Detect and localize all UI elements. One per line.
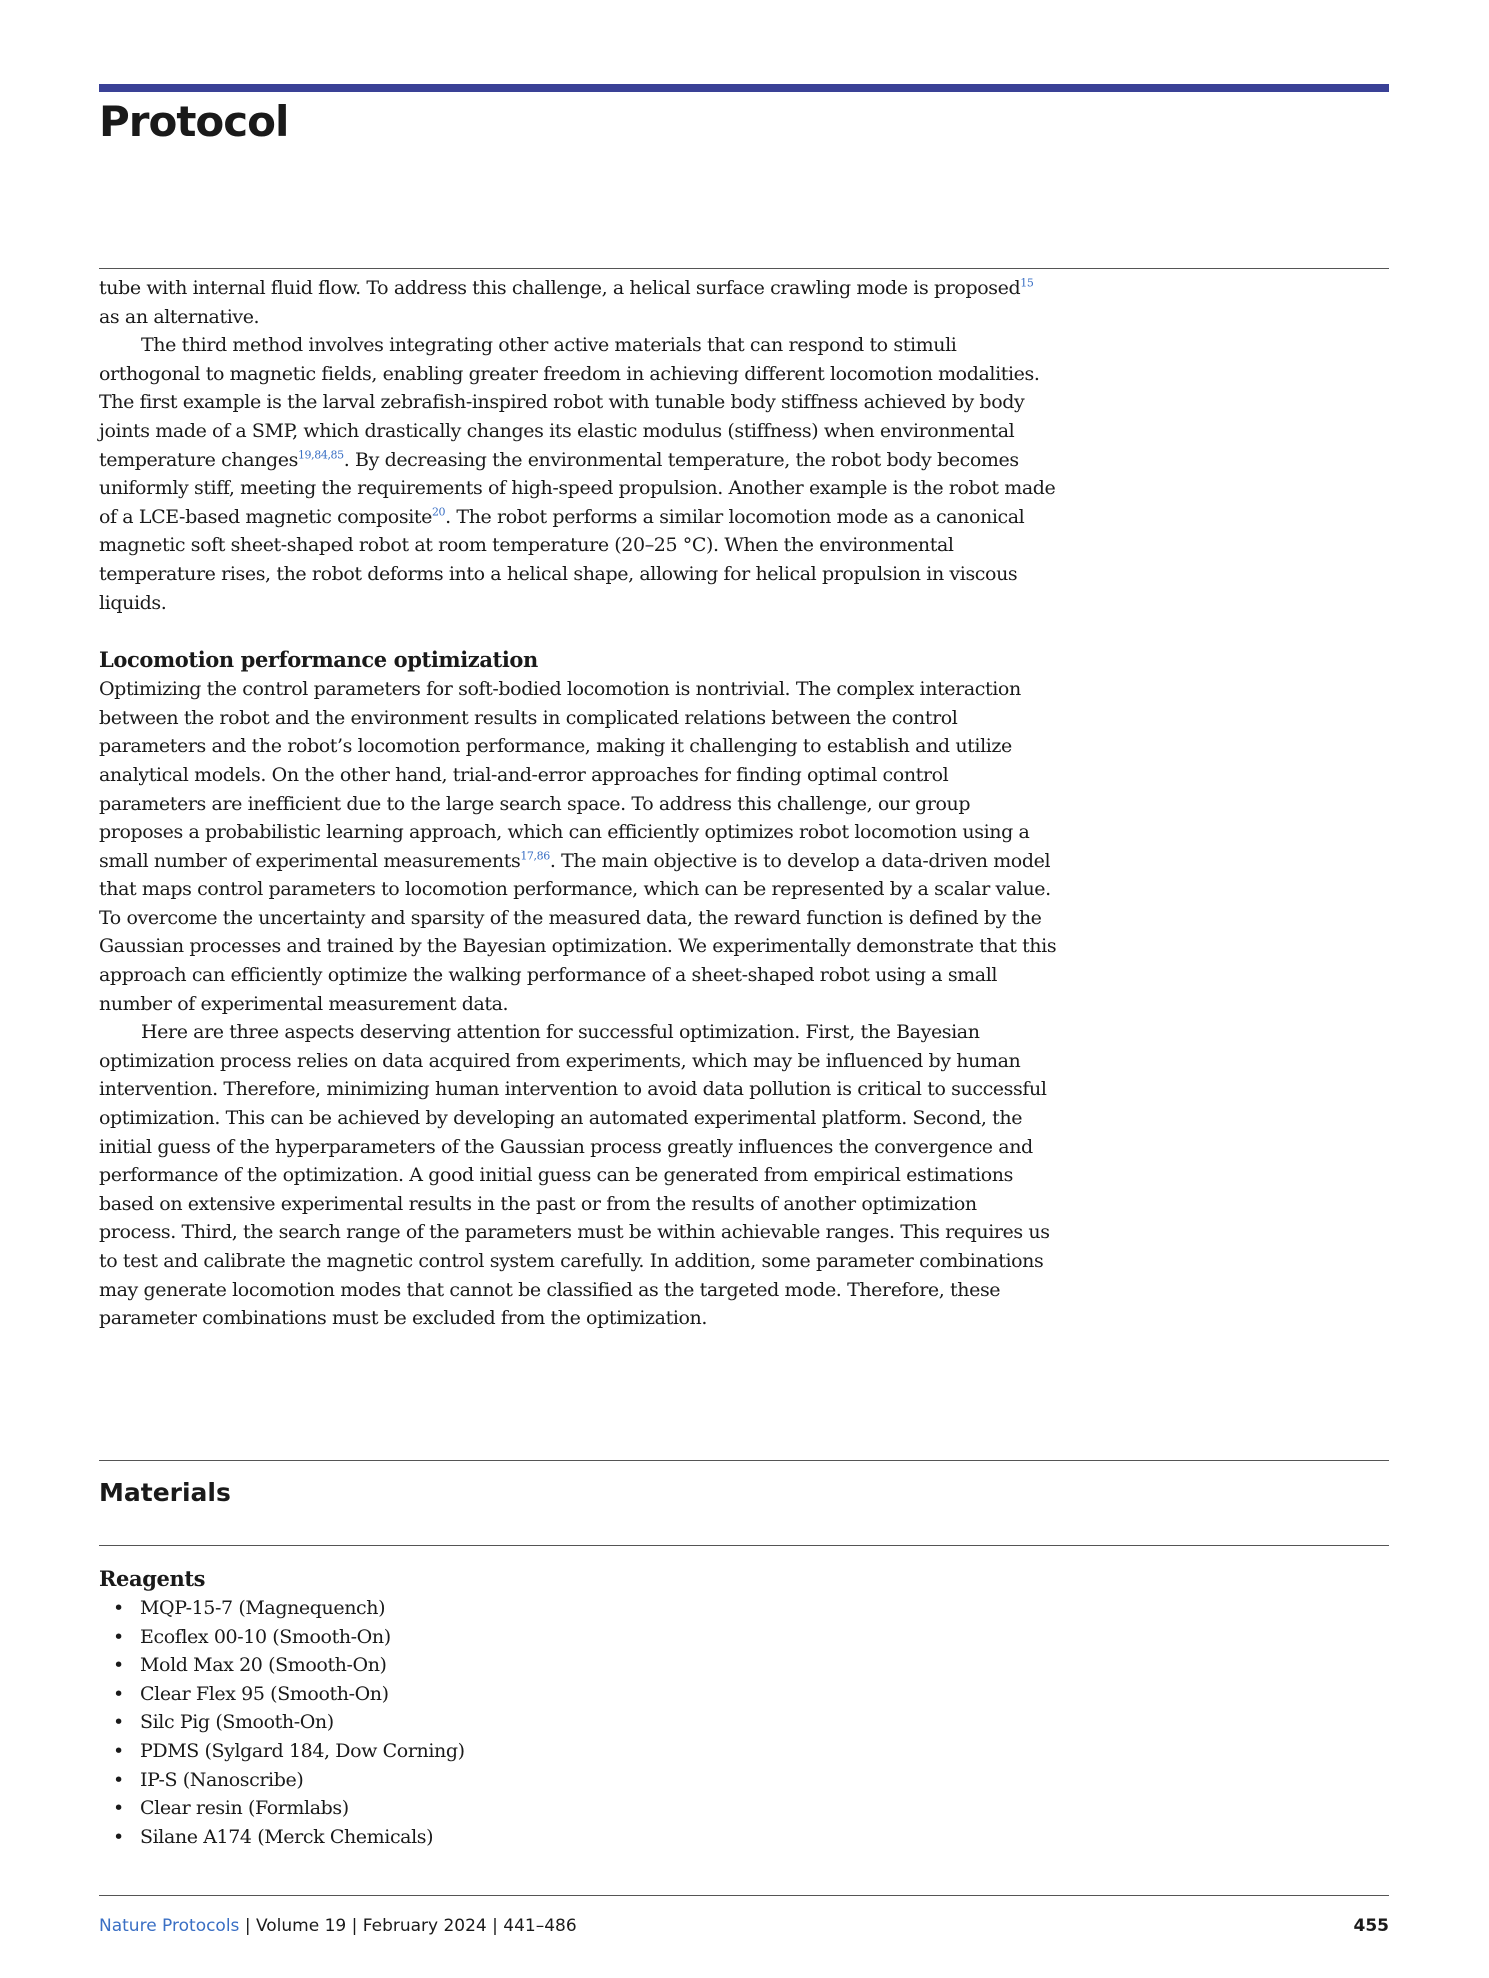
section-heading-locomotion-optimization: Locomotion performance optimization [99, 647, 538, 673]
reagents-section [99, 1564, 799, 1851]
reagents-list [99, 1594, 799, 1851]
reagents-heading: Reagents [99, 1566, 206, 1591]
paragraph-1: tube with internal fluid flow. To address this challenge, a helical surface crawling mode is proposed$^{15}$ as an alternative. [99, 276, 1034, 328]
list-item: • PDMS (Sylgard 184, Dow Corning) [113, 1739, 465, 1762]
list-item: • MQP-15-7 (Magnequench) [113, 1597, 386, 1619]
citation-link[interactable]: 19,84,85 [297, 448, 344, 462]
materials-title: Materials [99, 1478, 231, 1507]
list-item: • IP-S (Nanoscribe) [113, 1768, 304, 1791]
list-item: • Silc Pig (Smooth-On) [113, 1711, 334, 1734]
main-body [99, 274, 1059, 1333]
journal-name[interactable]: Nature Protocols [99, 1916, 240, 1936]
list-item: • Mold Max 20 (Smooth-On) [113, 1654, 387, 1677]
divider-materials [99, 1460, 1389, 1461]
citation-link[interactable]: 20 [431, 505, 446, 519]
issue-details: | Volume 19 | February 2024 | 441–486 [239, 1916, 577, 1936]
list-item: • Clear Flex 95 (Smooth-On) [113, 1682, 389, 1705]
paragraph-3: Optimizing the control parameters for soft-bodied locomotion is nontrivial. The complex interaction between the robot and the environment results in complicated relations between the control parameters and the robot’s locomotion performance, making it challenging to establish and utilize analytical models. On the other hand, trial-and-error approaches for finding optimal control parameters are inefficient due to the large search space. To address this challenge, our group proposes a probabilistic learning approach, which can efficiently optimizes robot locomotion using a small number of experimental measurements$^{17,86}$. The main objective is to develop a data-driven model that maps control parameters to locomotion performance, which can be represented by a scalar value. To overcome the uncertainty and sparsity of the measured data, the reward function is defined by the Gaussian processes and trained by the Bayesian optimization. We experimentally demonstrate that this approach can efficiently optimize the walking performance of a sheet-shaped robot using a small number of experimental measurement data. [99, 678, 1057, 1015]
citation-link[interactable]: 15 [1020, 276, 1034, 290]
paragraph-2: The third method involves integrating other active materials that can respond to stimuli orthogonal to magnetic fields, enabling greater freedom in achieving different locomotion modalities. The first example is the larval zebrafish-inspired robot with tunable body stiffness achieved by body joints made of a SMP, which drastically changes its elastic modulus (stiffness) when environmental temperature changes$^{19,84,85}$. By decreasing the environmental temperature, the robot body becomes uniformly stiff, meeting the requirements of high-speed propulsion. Another example is the robot made of a LCE-based magnetic composite$^{20}$. The robot performs a similar locomotion mode as a canonical magnetic soft sheet-shaped robot at room temperature (20–25 °C). When the environmental temperature rises, the robot deforms into a helical shape, allowing for helical propulsion in viscous liquids. [99, 334, 1056, 614]
divider-top [99, 268, 1389, 269]
article-type-label: Protocol [99, 97, 289, 146]
list-item: • Clear resin (Formlabs) [113, 1797, 349, 1820]
paragraph-4: Here are three aspects deserving attention for successful optimization. First, the Bayesian optimization process relies on data acquired from experiments, which may be influenced by human intervention. Therefore, minimizing human intervention to avoid data pollution is critical to successful optimization. This can be achieved by developing an automated experimental platform. Second, the initial guess of the hyperparameters of the Gaussian process greatly influences the convergence and performance of the optimization. A good initial guess can be generated from empirical estimations based on extensive experimental results in the past or from the results of another optimization process. Third, the search range of the parameters must be within achievable ranges. This requires us to test and calibrate the magnetic control system carefully. In addition, some parameter combinations may generate locomotion modes that cannot be classified as the targeted mode. Therefore, these parameter combinations must be excluded from the optimization. [99, 1021, 1050, 1330]
citation-link[interactable]: 17,86 [520, 849, 550, 863]
divider-reagents [99, 1545, 1389, 1546]
list-item: • Silane A174 (Merck Chemicals) [113, 1825, 434, 1848]
page-footer [99, 1914, 1389, 1938]
divider-footer [99, 1895, 1389, 1896]
page-number: 455 [1353, 1916, 1389, 1936]
list-item: • Ecoflex 00-10 (Smooth-On) [113, 1625, 391, 1648]
header-accent-bar [99, 84, 1389, 92]
